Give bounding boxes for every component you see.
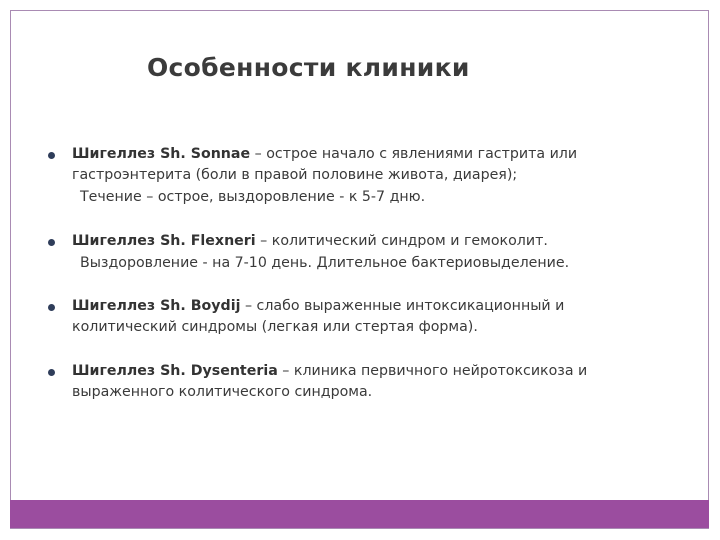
list-item	[48, 231, 648, 252]
bullet-icon	[48, 239, 55, 246]
item-note: Течение – острое, выздоровление - к 5-7 дню.	[80, 189, 426, 205]
item-heading: Шигеллез Sh. Sonnae	[72, 146, 251, 162]
item-text: – клиника первичного нейротоксикоза и выраженного колитического синдрома.	[72, 363, 588, 400]
list-item	[48, 296, 648, 338]
item-heading: Шигеллез Sh. Dysenteria	[72, 363, 278, 379]
slide-title: Особенности клиники	[147, 53, 470, 82]
item-heading: Шигеллез Sh. Flexneri	[72, 233, 256, 249]
item-text: – острое начало с явлениями гастрита или гастроэнтерита (боли в правой половине живота, диарея);	[72, 146, 578, 183]
item-text: – колитический синдром и гемоколит.	[255, 233, 548, 249]
item-text: – слабо выраженные интоксикационный и колитический синдромы (легкая или стертая форма).	[72, 298, 565, 335]
bullet-icon	[48, 152, 55, 159]
item-heading: Шигеллез Sh. Boydij	[72, 298, 241, 314]
footer-accent-bar	[10, 500, 709, 528]
bullet-icon	[48, 369, 55, 376]
list-item	[48, 361, 648, 403]
bullet-icon	[48, 304, 55, 311]
item-note: Выздоровление - на 7-10 день. Длительное бактериовыделение.	[80, 255, 570, 271]
list-item	[48, 144, 648, 186]
